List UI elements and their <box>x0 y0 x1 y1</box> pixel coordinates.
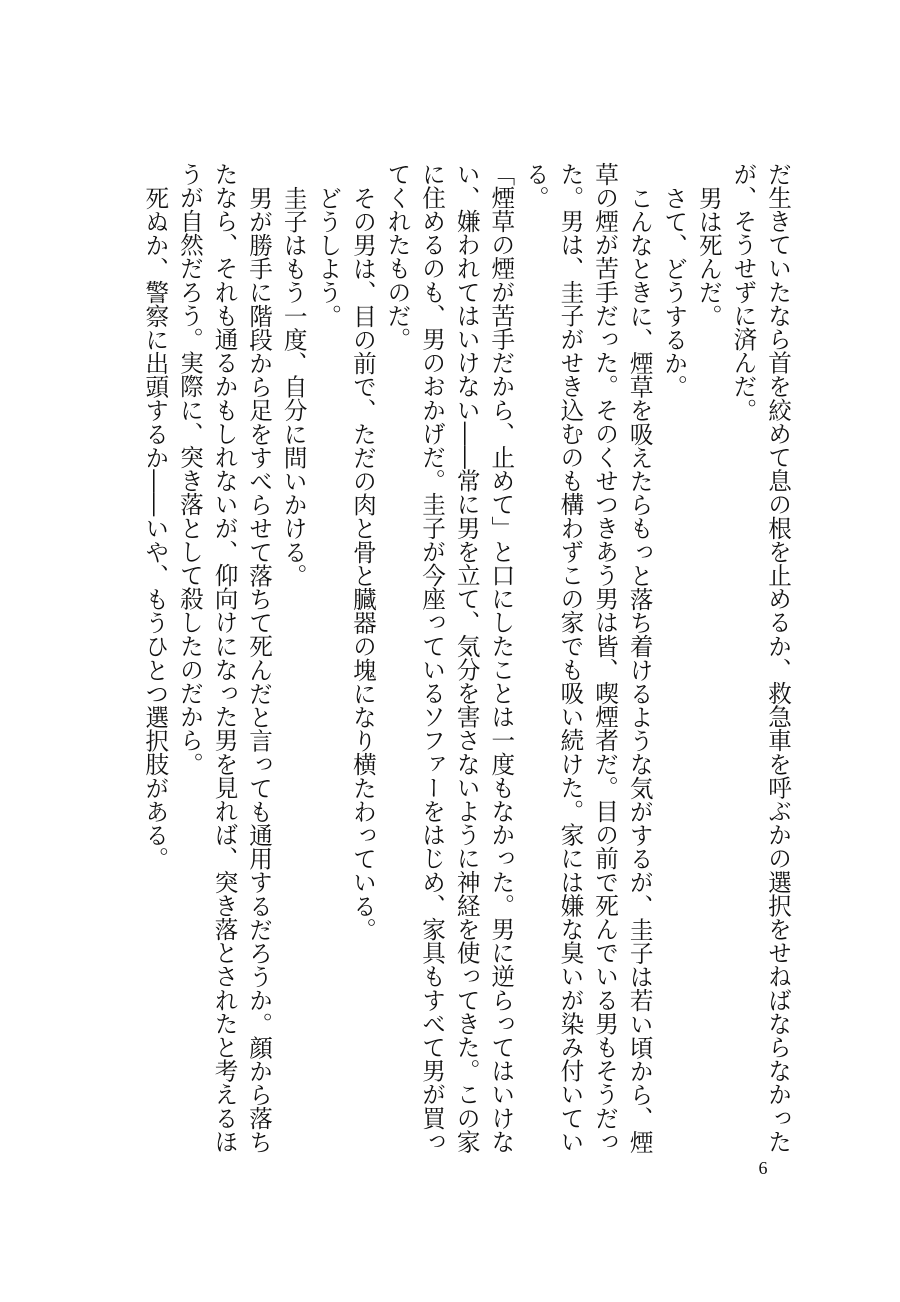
paragraph: こんなときに、煙草を吸えたらもっと落ち着けるような気がするが、圭子は若い頃から、煙草の煙が苦手だった。そのくせつきあう男は皆、喫煙者だ。目の前で死んでいる男もそうだった。男は、圭子がせき込むのも構わずこの家でも吸い続けた。家には嫌な臭いが染み付いている。 <box>521 162 654 1154</box>
paragraph: その男は、目の前で、ただの肉と骨と臓器の塊になり横たわっている。 <box>348 185 377 941</box>
paragraph: 男が勝手に階段から足をすべらせて落ちて死んだと言っても通用するだろうか。顔から落ちたなら、それも通るかもしれないが、仰向けになった男を見れば、突き落とされたと考えるほうが自然だろう。実際に、突き落として殺したのだから。 <box>175 162 274 1154</box>
page-number: 6 <box>758 1158 768 1178</box>
paragraph: 死ぬか、警察に出頭するか――いや、もうひとつ選択肢がある。 <box>141 185 170 870</box>
paragraph-dialogue: 「煙草の煙が苦手だから、止めて」と口にしたことは一度もなかった。男に逆らってはいけない、嫌われてはいけない――常に男を立て、気分を害さないように神経を使ってきた。この家に住めるのも、男のおかげだ。圭子が今座っているソファーをはじめ、家具もすべて男が買ってくれたものだ。 <box>383 162 516 1154</box>
paragraph: さて、どうするか。 <box>660 185 689 398</box>
paragraph: 男は死んだ。 <box>694 185 723 328</box>
paragraph-continuation: だ生きていたなら首を絞めて息の根を止めるか、救急車を呼ぶかの選択をせねばならなかったが、そうせずに済んだ。 <box>729 162 792 1154</box>
vertical-text-body <box>95 162 795 1162</box>
paragraph: 圭子はもう一度、自分に問いかける。 <box>279 185 308 587</box>
paragraph: どうしよう。 <box>314 185 343 328</box>
